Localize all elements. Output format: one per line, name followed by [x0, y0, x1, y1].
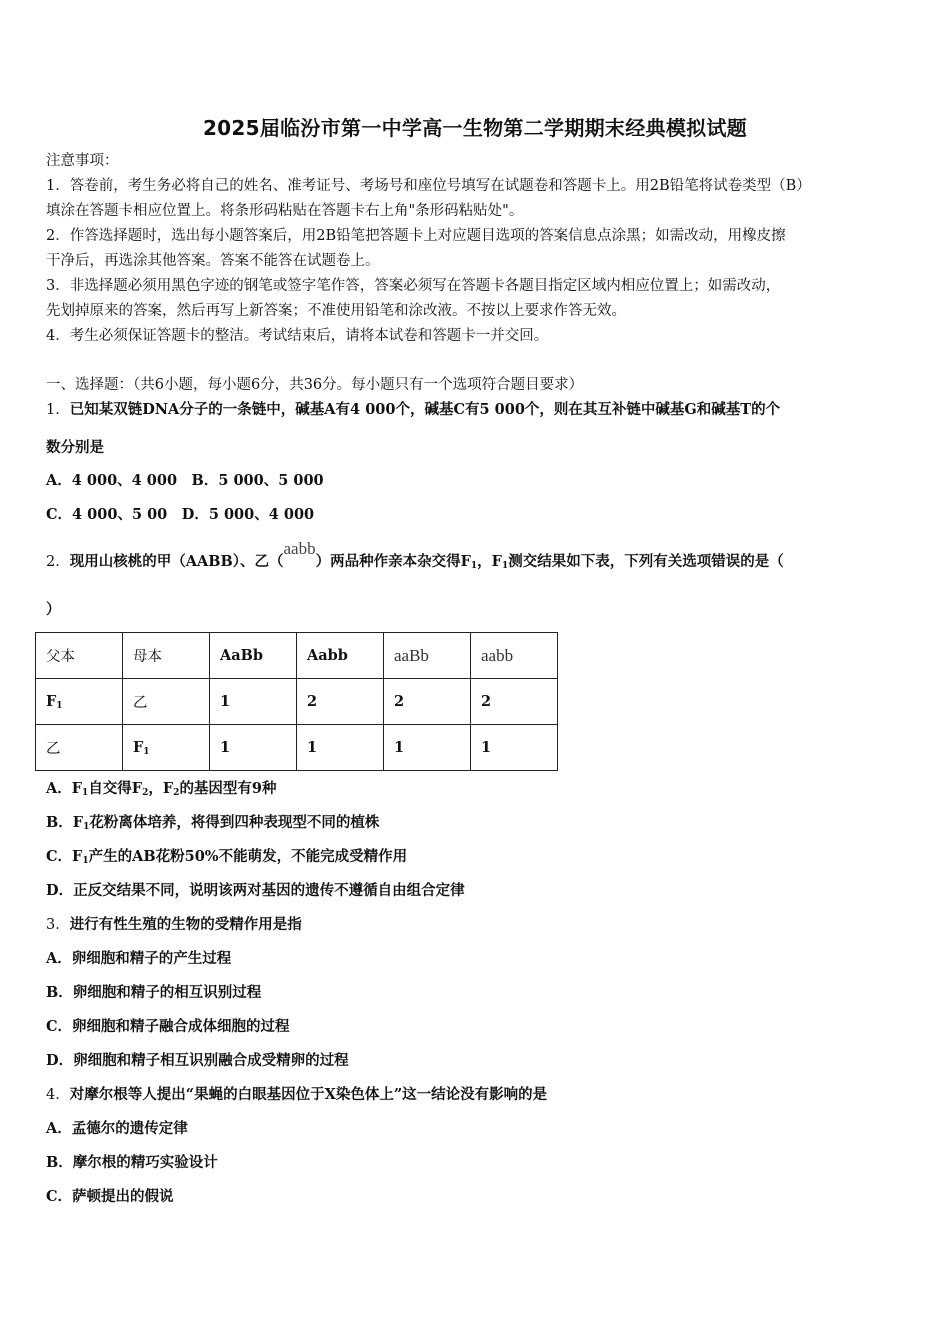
subscript: 1	[143, 746, 150, 757]
testcross-table	[35, 632, 558, 771]
question-text: 对摩尔根等人提出“果蝇的白眼基因位于X染色体上”这一结论没有影响的是	[69, 1086, 548, 1103]
option-text: ，F	[148, 780, 174, 797]
table-cell: 2	[384, 679, 471, 725]
question-2-stem	[46, 539, 784, 576]
question-4-stem	[46, 1085, 547, 1105]
table-header-cell: aaBb	[384, 633, 471, 679]
question-number: 2．	[46, 554, 70, 570]
question-1-options-cd: C．4 000、5 00 D．5 000、4 000	[46, 506, 315, 523]
question-2-stem-cont: ）	[46, 601, 61, 618]
notice-heading: 注意事项：	[46, 153, 119, 169]
page-title: 2025届临汾市第一中学高一生物第二学期期末经典模拟试题	[202, 116, 748, 140]
question-text: 测交结果如下表，下列有关选项错误的是（	[508, 553, 784, 570]
option-text: A．F	[46, 780, 83, 797]
notice-line: 4．考生必须保证答题卡的整洁。考试结束后，请将本试卷和答题卡一并交回。	[46, 328, 549, 344]
table-cell-mother	[123, 725, 210, 771]
subscript: 2	[173, 788, 180, 798]
question-1-options-ab: A．4 000、4 000 B．5 000、5 000	[46, 472, 324, 489]
question-3-option-d: D．卵细胞和精子相互识别融合成受精卵的过程	[46, 1052, 349, 1069]
table-header-cell: aabb	[471, 633, 558, 679]
option-text: 花粉离体培养，将得到四种表现型不同的植株	[89, 814, 380, 831]
table-header-cell: Aabb	[297, 633, 384, 679]
question-number: 3．	[46, 917, 70, 933]
section-heading: 一、选择题：（共6小题，每小题6分，共36分。每小题只有一个选项符合题目要求）	[46, 377, 584, 393]
question-text: 进行有性生殖的生物的受精作用是指	[69, 916, 302, 933]
notice-line: 3．非选择题必须用黑色字迹的钢笔或签字笔作答，答案必须写在答题卡各题目指定区域内相应位置上；如需改动，	[46, 278, 781, 294]
question-2-option-b	[46, 813, 379, 837]
table-header-cell: 母本	[123, 633, 210, 679]
genotype-formula: aabb	[283, 539, 316, 558]
notice-line: 1．答卷前，考生务必将自己的姓名、准考证号、考场号和座位号填写在试题卷和答题卡上。用2B铅笔将试卷类型（B）	[46, 178, 811, 194]
cell-text: F	[133, 738, 144, 756]
question-4-option-a: A．孟德尔的遗传定律	[46, 1120, 188, 1137]
notice-line: 2．作答选择题时，选出每小题答案后，用2B铅笔把答题卡上对应题目选项的答案信息点涂黑；如需改动，用橡皮擦	[46, 228, 786, 244]
question-text: ，F	[477, 553, 502, 570]
question-4-option-c: C．萨顿提出的假说	[46, 1188, 174, 1205]
question-number: 1．	[46, 402, 70, 418]
table-cell: 2	[297, 679, 384, 725]
question-2-option-c	[46, 847, 407, 871]
question-number: 4．	[46, 1087, 70, 1103]
question-2-option-d: D．正反交结果不同，说明该两对基因的遗传不遵循自由组合定律	[46, 882, 465, 899]
question-text: ）两品种作亲本杂交得F	[315, 553, 471, 570]
subscript: 1	[82, 856, 89, 866]
table-cell: 1	[297, 725, 384, 771]
notice-line: 填涂在答题卡相应位置上。将条形码粘贴在答题卡右上角"条形码粘贴处"。	[46, 203, 524, 219]
option-text: B．F	[46, 814, 84, 831]
subscript: 1	[501, 561, 509, 571]
question-1-stem	[46, 400, 780, 420]
question-text: 现用山核桃的甲（AABB）、乙（	[69, 553, 284, 570]
table-cell: 1	[210, 679, 297, 725]
option-text: 产生的AB花粉50%不能萌发，不能完成受精作用	[88, 848, 408, 865]
table-cell-father: 乙	[36, 725, 123, 771]
question-4-option-b: B．摩尔根的精巧实验设计	[46, 1154, 218, 1171]
notice-line: 干净后，再选涂其他答案。答案不能答在试题卷上。	[46, 253, 380, 269]
table-row	[36, 679, 558, 725]
subscript: 1	[82, 788, 89, 798]
option-text: 的基因型有9种	[179, 780, 277, 797]
subscript: 1	[470, 561, 478, 571]
question-text: 已知某双链DNA分子的一条链中，碱基A有4 000个，碱基C有5 000个，则在其互补链中碱基G和碱基T的个	[69, 401, 781, 418]
table-cell-father	[36, 679, 123, 725]
table-header-cell: AaBb	[210, 633, 297, 679]
table-cell: 1	[384, 725, 471, 771]
subscript: 1	[56, 700, 63, 711]
notice-line: 先划掉原来的答案，然后再写上新答案；不准使用铅笔和涂改液。不按以上要求作答无效。	[46, 303, 626, 319]
table-header-cell: 父本	[36, 633, 123, 679]
subscript: 2	[142, 788, 149, 798]
table-cell: 1	[210, 725, 297, 771]
table-cell: 2	[471, 679, 558, 725]
cell-text: F	[46, 692, 57, 710]
question-1-stem-cont: 数分别是	[46, 439, 104, 456]
table-row	[36, 725, 558, 771]
option-text: C．F	[46, 848, 83, 865]
option-text: 自交得F	[88, 780, 143, 797]
subscript: 1	[83, 822, 90, 832]
question-3-option-c: C．卵细胞和精子融合成体细胞的过程	[46, 1018, 290, 1035]
table-cell-mother: 乙	[123, 679, 210, 725]
question-2-option-a	[46, 779, 277, 803]
question-3-option-a: A．卵细胞和精子的产生过程	[46, 950, 232, 967]
table-header-row	[36, 633, 558, 679]
question-3-stem	[46, 915, 302, 935]
question-3-option-b: B．卵细胞和精子的相互识别过程	[46, 984, 262, 1001]
table-cell: 1	[471, 725, 558, 771]
